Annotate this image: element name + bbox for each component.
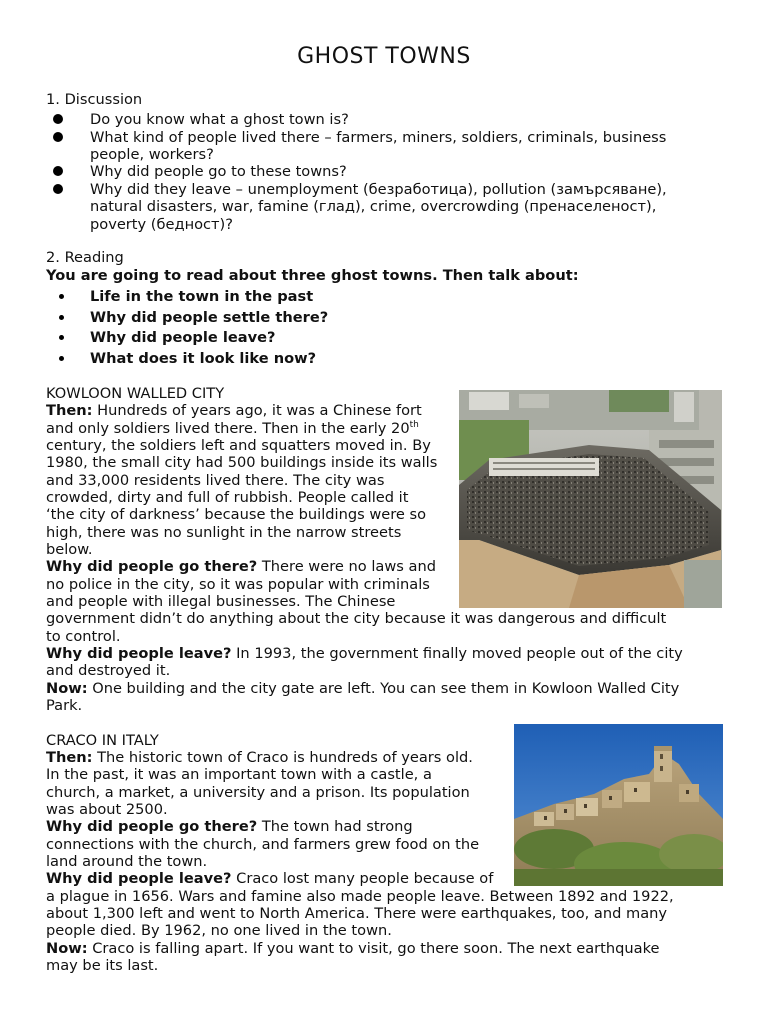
kowloon-text-line: and 33,000 residents lived there. The city was <box>46 472 385 489</box>
bullet-text: Why did people settle there? <box>90 309 329 326</box>
text-span: and only soldiers lived there. Then in the early 20 <box>46 420 410 437</box>
reading-intro: You are going to read about three ghost towns. Then talk about: <box>46 267 579 284</box>
bullet-text: Why did people leave? <box>90 329 276 346</box>
kowloon-text-line: ‘the city of darkness’ because the buildings were so <box>46 506 427 523</box>
craco-text-line: church, a market, a university and a prison. Its population <box>46 784 470 801</box>
text-span: The historic town of Craco is hundreds of years old. <box>92 749 473 766</box>
kowloon-text-line: crowded, dirty and full of rubbish. People called it <box>46 489 409 506</box>
bullet-text: natural disasters, war, famine (глад), crime, overcrowding (пренаселеност), <box>90 198 657 215</box>
kowloon-text-line: 1980, the small city had 500 buildings inside its walls <box>46 454 438 471</box>
craco-text-line: a plague in 1656. Wars and famine also made people leave. Between 1892 and 1922, <box>46 888 674 905</box>
kowloon-text-line <box>46 420 419 437</box>
kowloon-text-line: Park. <box>46 697 83 714</box>
now-label: Now: <box>46 680 88 697</box>
bullet-icon <box>53 184 63 194</box>
kowloon-text-line: government didn’t do anything about the city because it was dangerous and difficult <box>46 610 667 627</box>
kowloon-walled-city-photo <box>459 390 722 608</box>
kowloon-text-line: high, there was no sunlight in the narrow streets <box>46 524 402 541</box>
text-span: The town had strong <box>257 818 413 835</box>
bullet-text: What does it look like now? <box>90 350 317 367</box>
kowloon-text-line: no police in the city, so it was popular with criminals <box>46 576 430 593</box>
craco-heading: CRACO IN ITALY <box>46 732 159 749</box>
bullet-icon <box>53 132 63 142</box>
question-label: Why did people go there? <box>46 818 258 835</box>
text-span: Craco lost many people because of <box>231 870 494 887</box>
craco-text-line: people died. By 1962, no one lived in the town. <box>46 922 392 939</box>
bullet-text: Life in the town in the past <box>90 288 314 305</box>
craco-text-line: may be its last. <box>46 957 159 974</box>
bullet-text: Do you know what a ghost town is? <box>90 111 349 128</box>
text-span: One building and the city gate are left. You can see them in Kowloon Walled City <box>87 680 680 697</box>
bullet-icon <box>53 114 63 124</box>
craco-text-line: land around the town. <box>46 853 208 870</box>
now-label: Now: <box>46 940 88 957</box>
craco-text-line: In the past, it was an important town with a castle, a <box>46 766 432 783</box>
bullet-text: Why did they leave – unemployment (безработица), pollution (замърсяване), <box>90 181 667 198</box>
bullet-text: poverty (бедност)? <box>90 216 234 233</box>
text-span: In 1993, the government finally moved people out of the city <box>231 645 683 662</box>
kowloon-whygo-line <box>46 558 436 575</box>
bullet-text: What kind of people lived there – farmers, miners, soldiers, criminals, business <box>90 129 667 146</box>
reading-heading: 2. Reading <box>46 249 124 266</box>
craco-whyleave-line <box>46 870 493 887</box>
then-label: Then: <box>46 749 93 766</box>
question-label: Why did people leave? <box>46 645 232 662</box>
kowloon-text-line: and destroyed it. <box>46 662 171 679</box>
question-label: Why did people leave? <box>46 870 232 887</box>
bullet-icon <box>59 294 64 299</box>
kowloon-text-line: century, the soldiers left and squatters moved in. By <box>46 437 431 454</box>
bullet-text: people, workers? <box>90 146 214 163</box>
craco-whygo-line <box>46 818 413 835</box>
kowloon-now-line <box>46 680 679 697</box>
craco-text-line: connections with the church, and farmers grew food on the <box>46 836 480 853</box>
page-title: GHOST TOWNS <box>297 44 471 69</box>
kowloon-heading: KOWLOON WALLED CITY <box>46 385 225 402</box>
question-label: Why did people go there? <box>46 558 258 575</box>
text-span: Craco is falling apart. If you want to visit, go there soon. The next earthquake <box>87 940 660 957</box>
superscript: th <box>409 420 419 431</box>
bullet-text: Why did people go to these towns? <box>90 163 347 180</box>
craco-text-line: about 1,300 left and went to North America. There were earthquakes, too, and many <box>46 905 668 922</box>
craco-text-line: was about 2500. <box>46 801 168 818</box>
kowloon-text-line: and people with illegal businesses. The Chinese <box>46 593 396 610</box>
bullet-icon <box>59 315 64 320</box>
text-span: Hundreds of years ago, it was a Chinese fort <box>92 402 422 419</box>
discussion-heading: 1. Discussion <box>46 91 143 108</box>
kowloon-whyleave-line <box>46 645 683 662</box>
craco-photo <box>514 724 723 886</box>
craco-then-line <box>46 749 473 766</box>
then-label: Then: <box>46 402 93 419</box>
bullet-icon <box>59 335 64 340</box>
kowloon-text-line: below. <box>46 541 93 558</box>
bullet-icon <box>53 166 63 176</box>
bullet-icon <box>59 356 64 361</box>
craco-now-line <box>46 940 660 957</box>
text-span: There were no laws and <box>257 558 436 575</box>
kowloon-text-line: to control. <box>46 628 121 645</box>
kowloon-then-line <box>46 402 422 419</box>
